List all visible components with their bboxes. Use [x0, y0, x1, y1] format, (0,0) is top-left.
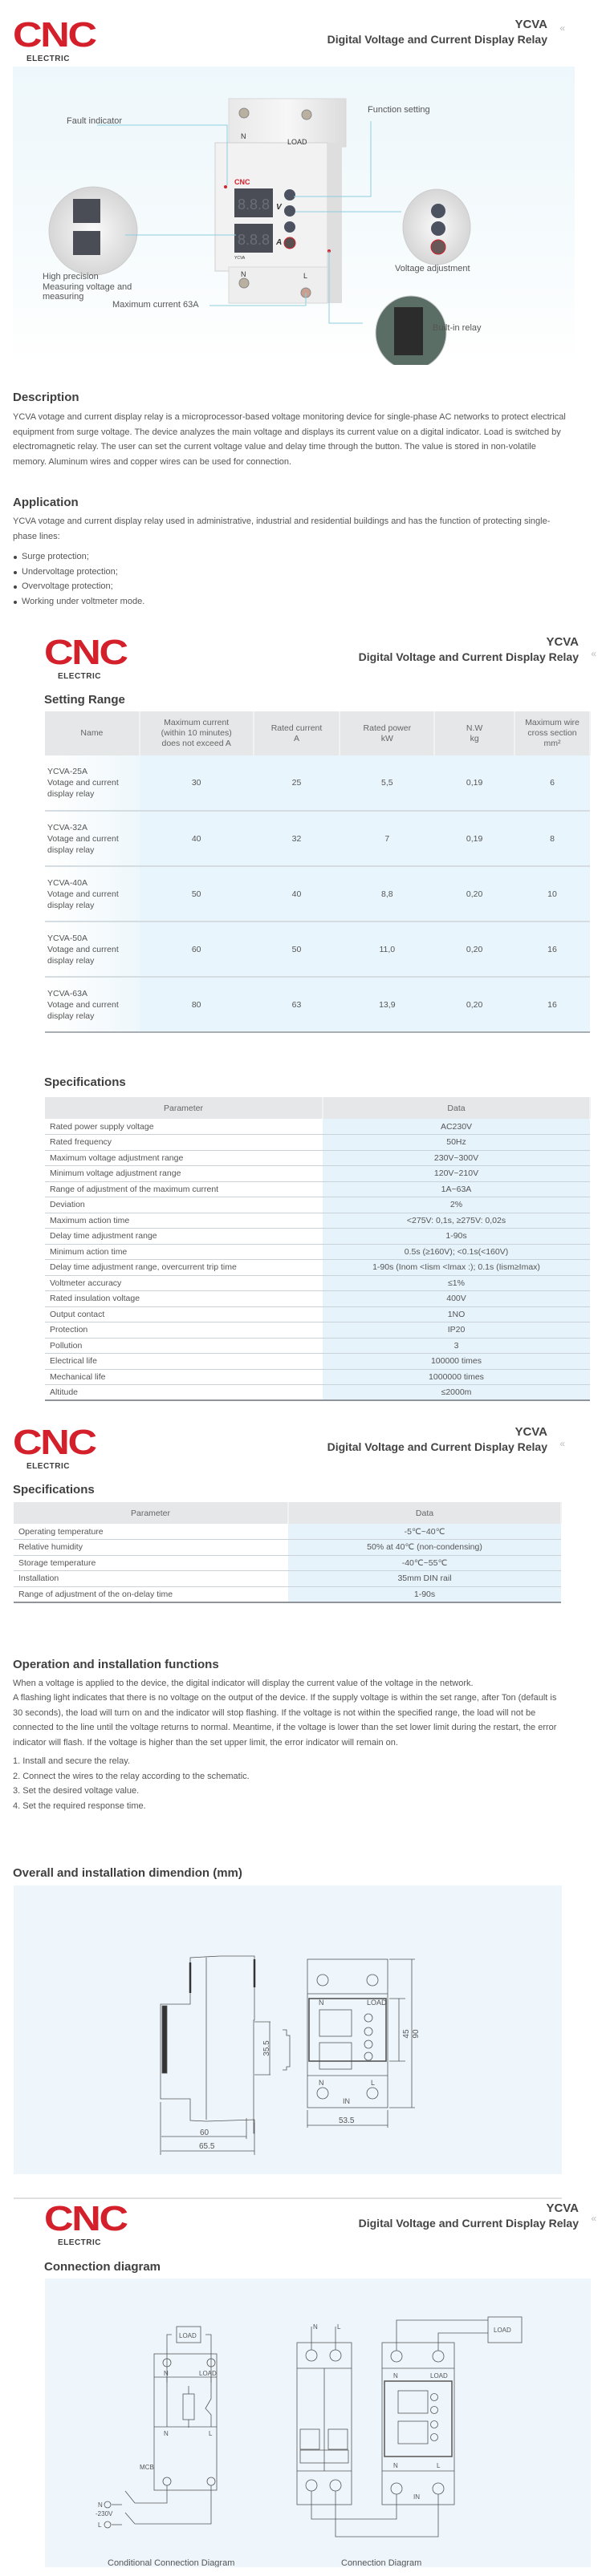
setting-range-title: Setting Range — [44, 693, 125, 707]
cell-parameter: Storage temperature — [14, 1555, 288, 1571]
collapse-chevron-icon[interactable]: « — [559, 22, 565, 34]
specifications-title-2: Specifications — [13, 1483, 95, 1497]
cell-model: YCVA-32A — [47, 822, 87, 832]
terminal-label-load: LOAD — [287, 138, 307, 146]
callout-high-precision — [43, 272, 132, 302]
cnc-logo — [44, 635, 132, 685]
collapse-chevron-icon[interactable]: « — [591, 2213, 596, 2224]
table-row — [45, 1306, 590, 1322]
label-load-terminal: LOAD — [199, 2370, 217, 2377]
cell-desc1: Votage and current — [47, 999, 119, 1010]
logo-text: CNC — [44, 2199, 127, 2238]
cell-power: 8,8 — [340, 866, 434, 921]
current-display: 8.8.8 — [238, 232, 270, 248]
dim-65-5: 65.5 — [199, 2142, 215, 2151]
column-header — [514, 711, 590, 755]
table-row — [14, 1555, 561, 1571]
table-header-row — [45, 711, 590, 755]
product-hero — [13, 67, 575, 365]
description-text: YCVA votage and current display relay is a microprocessor-based voltage monitoring device for single-phase AC networks to protect electrical equipment from surge voltage. The device analyzes the main voltage and displays its current value on a digital indicator. Load is switched by electromagnetic relay. The user can set the current voltage value and delay time through the button. The value is stored in non-volatile memory. Aluminum wires and copper wires can be used for connection. — [13, 412, 566, 467]
dimension-title: Overall and installation dimendion (mm) — [13, 1866, 242, 1880]
cell-data: 2% — [323, 1197, 590, 1213]
cell-data: 1A~63A — [323, 1181, 590, 1197]
label-n-bottom: N — [319, 2079, 324, 2087]
cell-data: 120V~210V — [323, 1166, 590, 1182]
table-row — [45, 1197, 590, 1213]
list-item: 2. Connect the wires to the relay according to the schematic. — [13, 1771, 250, 1781]
page-header-2 — [44, 635, 598, 691]
cell-parameter: Rated insulation voltage — [45, 1291, 323, 1307]
cell-data: IP20 — [323, 1322, 590, 1339]
product-code: YCVA — [514, 18, 547, 31]
header-line: mm² — [543, 739, 561, 748]
operation-title: Operation and installation functions — [13, 1658, 219, 1671]
table-row — [45, 1338, 590, 1354]
product-illustration — [13, 67, 575, 365]
cell-name — [45, 811, 140, 866]
product-code: YCVA — [514, 1425, 547, 1439]
cell-name — [45, 977, 140, 1032]
cell-parameter: Electrical life — [45, 1354, 323, 1370]
cell-rated-current: 63 — [254, 977, 340, 1032]
cnc-logo — [13, 1425, 101, 1475]
terminal-label-l: L — [303, 272, 308, 280]
column-header — [45, 711, 140, 755]
callout-line: measuring — [43, 292, 84, 302]
column-header-parameter: Parameter — [14, 1502, 288, 1524]
label-l-supply-right: L — [337, 2323, 341, 2331]
cell-data: 1-90s — [323, 1229, 590, 1245]
table-row — [14, 1586, 561, 1602]
cell-desc2: display relay — [47, 900, 95, 910]
cnc-logo — [44, 2201, 132, 2251]
cell-model: YCVA-25A — [47, 767, 87, 776]
cell-data: 3 — [323, 1338, 590, 1354]
label-n-supply-right: N — [313, 2323, 318, 2331]
connection-diagram — [45, 2278, 591, 2567]
callout-line: High precision — [43, 272, 99, 281]
dim-45: 45 — [402, 2029, 411, 2039]
table-row — [45, 1181, 590, 1197]
product-name: Digital Voltage and Current Display Relay — [358, 2217, 579, 2230]
table-row — [45, 866, 590, 921]
mcb-and-relay-wiring — [297, 2317, 522, 2537]
label-n-relay: N — [393, 2372, 398, 2380]
cell-wire: 6 — [514, 755, 590, 811]
list-item: 3. Set the desired voltage value. — [13, 1786, 140, 1796]
logo-subtext: ELECTRIC — [58, 2238, 101, 2247]
cell-data: 1000000 times — [323, 1369, 590, 1385]
application-list — [13, 549, 144, 609]
page-header-1 — [13, 15, 567, 74]
device-model: YCVA — [234, 256, 246, 261]
table-row — [45, 1322, 590, 1339]
table-row — [45, 1229, 590, 1245]
dimension-diagram — [14, 1885, 562, 2174]
list-item: 4. Set the required response time. — [13, 1800, 146, 1811]
cell-rated-current: 40 — [254, 866, 340, 921]
table-row — [45, 1150, 590, 1166]
up-button-icon — [284, 205, 295, 217]
label-n-top: N — [319, 1999, 324, 2007]
cell-weight: 0,19 — [434, 755, 514, 811]
product-code: YCVA — [546, 2201, 579, 2215]
specifications-title: Specifications — [44, 1075, 126, 1089]
cell-model: YCVA-50A — [47, 933, 87, 943]
table-row — [45, 1385, 590, 1401]
table-row — [45, 977, 590, 1032]
cell-parameter: Minimum voltage adjustment range — [45, 1166, 323, 1182]
specifications-table-2 — [14, 1502, 562, 1603]
table-row — [14, 1524, 561, 1540]
cell-parameter: Relative humidity — [14, 1540, 288, 1556]
column-header — [140, 711, 254, 755]
header-line: cross section — [527, 728, 577, 738]
cell-parameter: Range of adjustment of the maximum current — [45, 1181, 323, 1197]
label-n-supply: N — [98, 2501, 103, 2509]
page-header-4 — [44, 2201, 598, 2258]
relay-device — [215, 99, 346, 303]
cell-parameter: Minimum action time — [45, 1244, 323, 1260]
header-line: kW — [380, 733, 393, 743]
logo-subtext: ELECTRIC — [26, 55, 70, 63]
callout-line: Measuring voltage and — [43, 281, 132, 292]
cell-parameter: Rated power supply voltage — [45, 1119, 323, 1135]
voltage-display: 8.8.8 — [238, 196, 270, 213]
cell-rated-current: 25 — [254, 755, 340, 811]
cell-name — [45, 921, 140, 977]
label-load: LOAD — [179, 2332, 197, 2339]
cell-data: 50% at 40℃ (non-condensing) — [288, 1540, 561, 1556]
cell-model: YCVA-40A — [47, 877, 87, 888]
cell-power: 5,5 — [340, 755, 434, 811]
product-code: YCVA — [546, 635, 579, 649]
dim-53-5: 53.5 — [339, 2116, 355, 2125]
table-row — [45, 1244, 590, 1260]
cell-data: 50Hz — [323, 1135, 590, 1151]
cell-data: 1-90s — [288, 1586, 561, 1602]
label-n-bottom: N — [164, 2430, 169, 2437]
cell-parameter: Altitude — [45, 1385, 323, 1401]
column-header-data: Data — [288, 1502, 561, 1524]
product-name: Digital Voltage and Current Display Relay — [327, 1440, 547, 1453]
cell-rated-current: 50 — [254, 921, 340, 977]
cell-desc1: Votage and current — [47, 889, 119, 899]
header-line: Maximum current — [164, 718, 230, 727]
column-header-data: Data — [323, 1097, 590, 1119]
cell-max-current: 80 — [140, 977, 254, 1032]
label-l-bottom: L — [371, 2079, 376, 2087]
cell-parameter: Pollution — [45, 1338, 323, 1354]
table-header-row — [45, 1097, 590, 1119]
logo-subtext: ELECTRIC — [26, 1462, 70, 1471]
label-n: N — [164, 2370, 169, 2377]
header-line: (within 10 minutes) — [161, 728, 232, 738]
cell-data: AC230V — [323, 1119, 590, 1135]
cell-name — [45, 866, 140, 921]
buttons-closeup — [403, 189, 470, 265]
display-closeup — [49, 187, 137, 275]
cell-parameter: Range of adjustment of the on-delay time — [14, 1586, 288, 1602]
label-load-box: LOAD — [494, 2327, 511, 2334]
cell-parameter: Maximum action time — [45, 1213, 323, 1229]
cell-weight: 0,19 — [434, 811, 514, 866]
callout-maximum-current: Maximum current 63A — [112, 300, 199, 310]
cell-power: 13,9 — [340, 977, 434, 1032]
cell-data: -5℃~40℃ — [288, 1524, 561, 1540]
cell-model: YCVA-63A — [47, 988, 87, 998]
cell-data: <275V: 0,1s, ≥275V: 0,02s — [323, 1213, 590, 1229]
dim-60: 60 — [200, 2128, 209, 2137]
cell-parameter: Operating temperature — [14, 1524, 288, 1540]
callout-fault-indicator: Fault indicator — [67, 116, 123, 126]
cell-desc2: display relay — [47, 844, 95, 855]
header-title — [359, 2201, 579, 2230]
label-n-relay-bottom: N — [393, 2462, 398, 2469]
conditional-diagram-caption: Conditional Connection Diagram — [108, 2558, 235, 2567]
label-l-bottom: L — [209, 2430, 213, 2437]
cell-weight: 0,20 — [434, 977, 514, 1032]
list-item: Undervoltage protection; — [13, 565, 144, 580]
product-name: Digital Voltage and Current Display Relay — [327, 33, 547, 46]
table-header-row — [14, 1502, 561, 1524]
table-row — [45, 811, 590, 866]
table-row — [45, 1166, 590, 1182]
cell-data: 230V~300V — [323, 1150, 590, 1166]
cell-parameter: Output contact — [45, 1306, 323, 1322]
cell-parameter: Rated frequency — [45, 1135, 323, 1151]
list-item: Surge protection; — [13, 549, 144, 565]
header-line: Rated power — [363, 723, 412, 733]
cell-max-current: 30 — [140, 755, 254, 811]
cell-data: 100000 times — [323, 1354, 590, 1370]
cell-data: 0.5s (≥160V); <0.1s(<160V) — [323, 1244, 590, 1260]
column-header — [254, 711, 340, 755]
cell-parameter: Deviation — [45, 1197, 323, 1213]
label-230v: -230V — [96, 2510, 113, 2517]
cell-data: 35mm DIN rail — [288, 1571, 561, 1587]
header-line: kg — [470, 733, 479, 743]
table-row — [45, 1275, 590, 1291]
cell-wire: 16 — [514, 921, 590, 977]
cell-parameter: Voltmeter accuracy — [45, 1275, 323, 1291]
logo-subtext: ELECTRIC — [58, 672, 101, 681]
operation-steps — [13, 1754, 250, 1813]
collapse-chevron-icon[interactable]: « — [559, 1438, 565, 1449]
cell-parameter: Protection — [45, 1322, 323, 1339]
unit-a: A — [276, 238, 283, 247]
terminal-label-n: N — [241, 132, 246, 140]
conditional-connection-diagram — [104, 2327, 217, 2528]
table-row — [45, 1119, 590, 1135]
column-header-parameter: Parameter — [45, 1097, 323, 1119]
list-item: Working under voltmeter mode. — [13, 594, 144, 610]
operation-paragraph-1: When a voltage is applied to the device, the digital indicator will display the current value of the voltage in the network. — [13, 1679, 474, 1688]
cell-weight: 0,20 — [434, 921, 514, 977]
cell-power: 11,0 — [340, 921, 434, 977]
cell-name — [45, 755, 140, 811]
table-row — [45, 1369, 590, 1385]
cell-wire: 10 — [514, 866, 590, 921]
header-line: A — [293, 733, 299, 743]
column-header — [434, 711, 514, 755]
set-button-icon — [284, 189, 295, 200]
callout-voltage-adjustment: Voltage adjustment — [395, 264, 470, 273]
page-header-3 — [13, 1425, 567, 1481]
cell-data: -40℃~55℃ — [288, 1555, 561, 1571]
cnc-logo — [13, 15, 101, 67]
cell-parameter: Maximum voltage adjustment range — [45, 1150, 323, 1166]
cell-max-current: 40 — [140, 811, 254, 866]
operation-paragraph-2: A flashing light indicates that there is no voltage on the output of the device. If the supply voltage is within the set range, after Ton (default is 30 seconds), the load will turn on and the indicator will stop flashing. If the voltage is not within the specified range, the load will not be connected to the line until the voltage returns to normal. Meantime, if the voltage is lower than the set lower limit during the restart, the error indicator will flash. If the voltage is higher than the set upper limit, the error indicator will remain on. — [13, 1693, 557, 1748]
label-mcb: MCB — [140, 2464, 154, 2471]
setting-range-table — [45, 711, 591, 1033]
logo-text: CNC — [13, 1423, 96, 1462]
cell-parameter: Delay time adjustment range, overcurrent trip time — [45, 1260, 323, 1276]
application-text: YCVA votage and current display relay used in administrative, industrial and residential buildings and has the function of protecting single-phase lines: — [13, 516, 551, 541]
cell-desc1: Votage and current — [47, 778, 119, 788]
cell-parameter: Mechanical life — [45, 1369, 323, 1385]
specifications-table — [45, 1097, 591, 1401]
cell-max-current: 50 — [140, 866, 254, 921]
cell-desc1: Votage and current — [47, 944, 119, 954]
table-row — [14, 1571, 561, 1587]
header-line: Name — [80, 728, 104, 738]
list-item: Overvoltage protection; — [13, 579, 144, 594]
cell-parameter: Installation — [14, 1571, 288, 1587]
power-button-icon — [284, 237, 295, 249]
cell-weight: 0,20 — [434, 866, 514, 921]
header-line: N.W — [466, 723, 483, 733]
unit-v: V — [276, 203, 282, 212]
table-row — [45, 1260, 590, 1276]
application-title: Application — [13, 496, 79, 509]
description-title: Description — [13, 391, 79, 404]
label-l-relay-bottom: L — [437, 2462, 441, 2469]
table-row — [45, 755, 590, 811]
table-row — [45, 921, 590, 977]
label-load-relay: LOAD — [430, 2372, 448, 2380]
cell-rated-current: 32 — [254, 811, 340, 866]
device-brand: CNC — [234, 178, 250, 186]
header-title — [359, 635, 579, 664]
cell-desc1: Votage and current — [47, 833, 119, 844]
product-name: Digital Voltage and Current Display Relay — [358, 650, 579, 663]
connection-diagram-title: Connection diagram — [44, 2260, 161, 2274]
header-title — [327, 1425, 547, 1454]
label-in: IN — [413, 2493, 420, 2501]
down-button-icon — [284, 221, 295, 233]
callout-function-setting: Function setting — [368, 105, 430, 115]
cell-desc2: display relay — [47, 1011, 95, 1021]
cell-data: ≤1% — [323, 1275, 590, 1291]
connection-diagram-caption: Connection Diagram — [341, 2558, 422, 2567]
header-line: does not exceed A — [161, 739, 231, 748]
cell-data: 1-90s (Inom <Iism <Imax :); 0.1s (Iism≥Imax) — [323, 1260, 590, 1276]
front-view — [307, 1959, 415, 2128]
list-item: 1. Install and secure the relay. — [13, 1756, 130, 1766]
cell-data: 1NO — [323, 1306, 590, 1322]
cell-wire: 16 — [514, 977, 590, 1032]
cell-max-current: 60 — [140, 921, 254, 977]
dim-35-5: 35.5 — [262, 2040, 271, 2056]
callout-built-in-relay: Built-in relay — [433, 323, 482, 333]
table-row — [14, 1540, 561, 1556]
logo-text: CNC — [44, 633, 127, 672]
label-l-supply: L — [98, 2521, 102, 2529]
label-in: IN — [343, 2097, 350, 2105]
cell-power: 7 — [340, 811, 434, 866]
cell-wire: 8 — [514, 811, 590, 866]
logo-text: CNC — [13, 15, 96, 55]
cell-data: 400V — [323, 1291, 590, 1307]
cell-desc2: display relay — [47, 955, 95, 966]
table-row — [45, 1213, 590, 1229]
cell-desc2: display relay — [47, 789, 95, 799]
header-title — [327, 18, 547, 47]
terminal-label-n-bottom: N — [241, 270, 246, 278]
cell-parameter: Delay time adjustment range — [45, 1229, 323, 1245]
column-header — [340, 711, 434, 755]
header-line: Rated current — [270, 723, 323, 733]
table-row — [45, 1354, 590, 1370]
label-load: LOAD — [367, 1999, 387, 2007]
header-line: Maximum wire — [525, 718, 580, 727]
table-row — [45, 1291, 590, 1307]
collapse-chevron-icon[interactable]: « — [591, 648, 596, 659]
table-row — [45, 1135, 590, 1151]
cell-data: ≤2000m — [323, 1385, 590, 1401]
dim-90: 90 — [412, 2029, 421, 2039]
